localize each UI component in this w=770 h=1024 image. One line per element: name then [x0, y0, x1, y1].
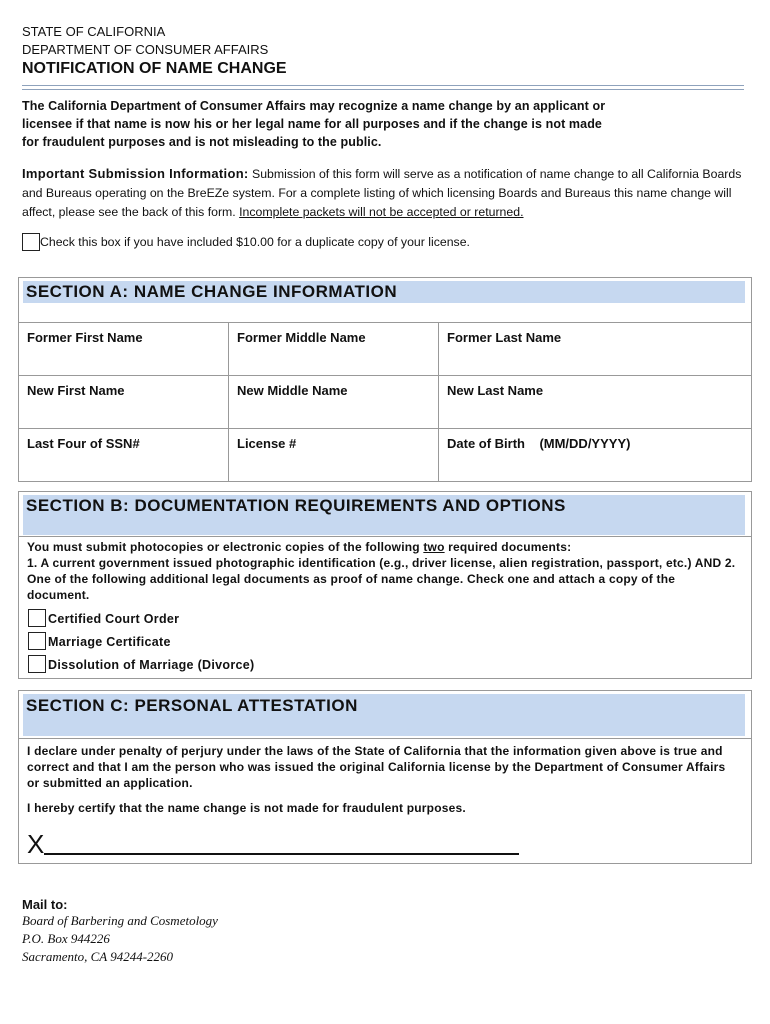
ssn-last-four-field[interactable]: Last Four of SSN# [19, 429, 229, 482]
court-order-label: Certified Court Order [48, 612, 180, 626]
table-row [19, 376, 752, 429]
duplicate-license-checkbox[interactable] [22, 233, 40, 251]
table-row [19, 429, 752, 482]
important-warning: Incomplete packets will not be accepted or returned. [239, 205, 524, 219]
option-dissolution[interactable] [28, 655, 254, 673]
section-a-header [18, 277, 752, 322]
declaration-text: I declare under penalty of perjury under the laws of the State of California that the information given above is true and correct and that I am the person who was issued the original California license by the Department of Consumer Affairs or submitted an application. [27, 744, 726, 790]
section-b-instructions [27, 539, 739, 603]
dissolution-checkbox[interactable] [28, 655, 46, 673]
new-first-name-field[interactable]: New First Name [19, 376, 229, 429]
important-text: Submission of this form will serve as a notification of name change to all California Boards and Bureaus operating on the BreEZe system. For a complete listing of which licensing Boards and Bureaus this name change will affect, please see the back of this form. [22, 167, 742, 219]
mail-address-line-3: Sacramento, CA 94244-2260 [22, 949, 174, 964]
section-b-divider [19, 536, 751, 537]
signature-mark: X [27, 829, 45, 859]
requirement-text-end: required documents: [444, 540, 572, 554]
option-court-order[interactable] [28, 609, 179, 627]
requirement-count: two [423, 540, 445, 554]
header-divider-2 [22, 89, 744, 90]
certify-text: I hereby certify that the name change is not made for fraudulent purposes. [27, 801, 466, 815]
agency-state: STATE OF CALIFORNIA [22, 24, 166, 39]
name-change-table [18, 322, 752, 482]
new-middle-name-field[interactable]: New Middle Name [229, 376, 439, 429]
option-marriage-certificate[interactable] [28, 632, 171, 650]
date-of-birth-field[interactable]: Date of Birth (MM/DD/YYYY) [439, 429, 752, 482]
former-first-name-field[interactable]: Former First Name [19, 323, 229, 376]
license-number-field[interactable]: License # [229, 429, 439, 482]
mail-address-line-1: Board of Barbering and Cosmetology [22, 913, 218, 928]
duplicate-license-option [22, 233, 470, 251]
section-b [18, 491, 752, 679]
agency-department: DEPARTMENT OF CONSUMER AFFAIRS [22, 42, 269, 57]
section-b-items: 1. A current government issued photographic identification (e.g., driver license, alien registration, passport, etc.) AND 2. One of the following additional legal documents as proof of name change. Check one and attach a copy of the document. [27, 556, 736, 602]
duplicate-license-label: Check this box if you have included $10.00 for a duplicate copy of your license. [40, 235, 470, 249]
mail-address-line-2: P.O. Box 944226 [22, 931, 110, 946]
important-label: Important Submission Information: [22, 166, 249, 181]
marriage-certificate-checkbox[interactable] [28, 632, 46, 650]
section-b-title: SECTION B: DOCUMENTATION REQUIREMENTS AND OPTIONS [23, 495, 745, 535]
header-divider [22, 85, 744, 86]
important-info [22, 164, 744, 222]
signature-field[interactable] [27, 829, 519, 860]
section-c-divider [19, 738, 751, 739]
marriage-certificate-label: Marriage Certificate [48, 635, 171, 649]
section-c [18, 690, 752, 864]
former-middle-name-field[interactable]: Former Middle Name [229, 323, 439, 376]
new-last-name-field[interactable]: New Last Name [439, 376, 752, 429]
court-order-checkbox[interactable] [28, 609, 46, 627]
requirement-text: You must submit photocopies or electronic copies of the following [27, 540, 424, 554]
intro-paragraph: The California Department of Consumer Affairs may recognize a name change by an applicant or licensee if that name is now his or her legal name for all purposes and if the change is not made for fraudulent purposes and is not misleading to the public. [22, 99, 606, 149]
section-a-title: SECTION A: NAME CHANGE INFORMATION [23, 281, 745, 303]
section-b-requirement [27, 539, 739, 555]
form-title: NOTIFICATION OF NAME CHANGE [22, 60, 287, 77]
dissolution-label: Dissolution of Marriage (Divorce) [48, 658, 255, 672]
former-last-name-field[interactable]: Former Last Name [439, 323, 752, 376]
signature-line[interactable] [44, 833, 519, 855]
table-row [19, 323, 752, 376]
section-c-title: SECTION C: PERSONAL ATTESTATION [23, 694, 745, 736]
mail-to-label: Mail to: [22, 897, 68, 912]
